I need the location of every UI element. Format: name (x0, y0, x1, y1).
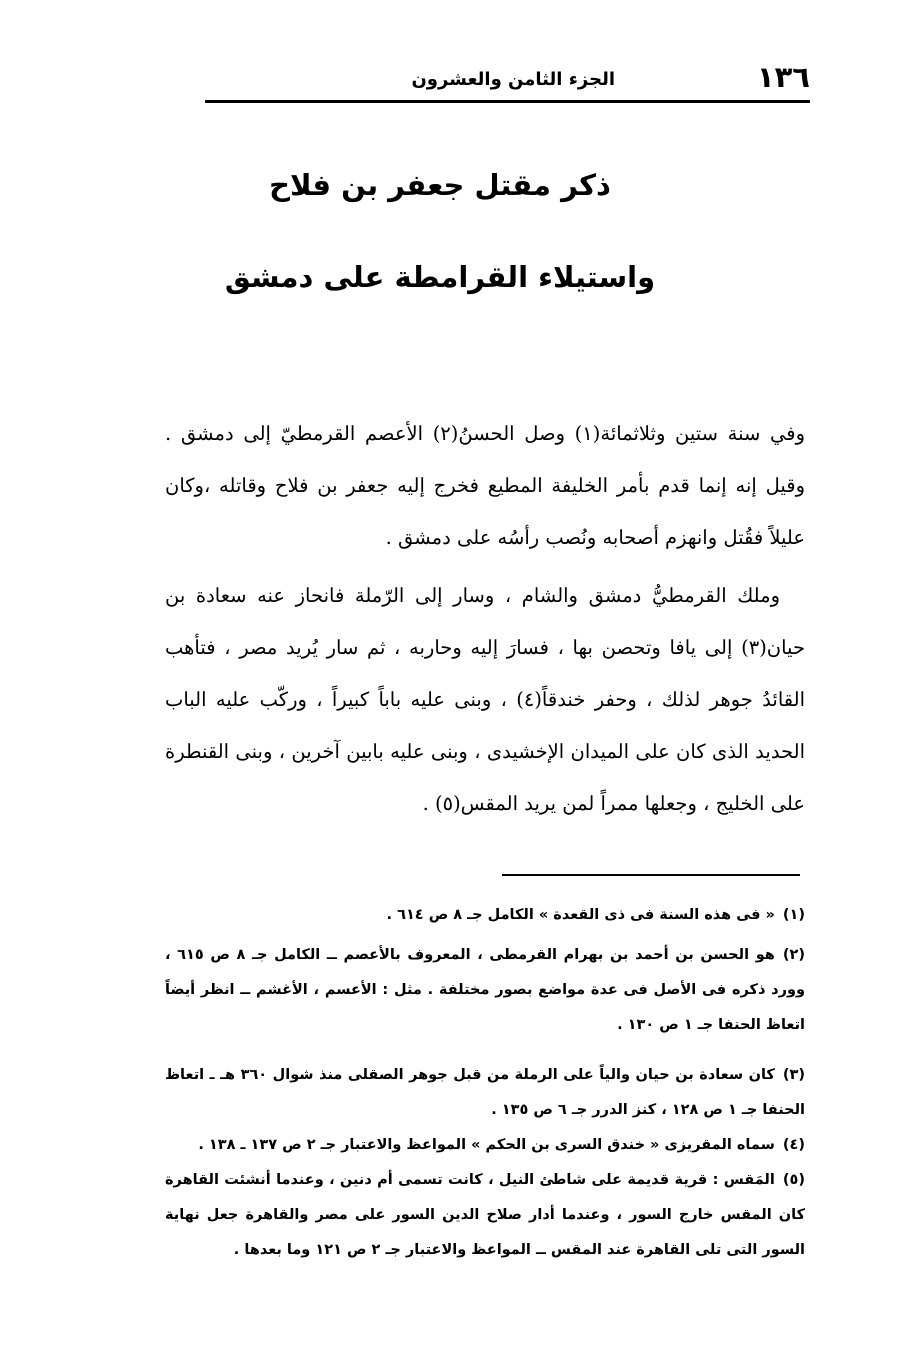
body-paragraph-1: وفي سنة ستين وثلاثمائة(١) وصل الحسنُ(٢) الأعصم القرمطيّ إلى دمشق . وقيل إنه إنما قدم بأمر الخليفة المطيع فخرج إليه جعفر بن فلاح وقاتله ،وكان عليلاً فقُتل وانهزم أصحابه ونُصب رأسُه على دمشق . (165, 422, 806, 549)
footnote-5 (165, 1163, 805, 1268)
body-paragraph-2: وملك القرمطيُّ دمشق والشام ، وسار إلى الرّملة فانحاز عنه سعادة بن حيان(٣) إلى يافا وتحصن بها ، فسارَ إليه وحاربه ، ثم سار يُريد مصر ، فتأهب القائدُ جوهر لذلك ، وحفر خندقاً(٤) ، وبنى عليه باباً كبيراً ، وركّب عليه الباب الحديد الذى كان على الميدان الإخشيدى ، وبنى عليه بابين آخرين ، وبنى القنطرة على الخليج ، وجعلها ممراً لمن يريد المقس(٥) . (165, 584, 805, 815)
header-rule (205, 100, 810, 103)
footnote-text: المَقس : قرية قديمة على شاطئ النيل ، كانت تسمى أم دنين ، وعندما أنشئت القاهرة كان المقس خارج السور ، وعندما أدار صلاح الدين السور على مصر والقاهرة جعل نهاية السور التى تلى القاهرة عند المقس ــ المواعظ والاعتبار جـ ٢ ص ١٢١ وما بعدها . (165, 1172, 805, 1258)
footnote-number: (١) (782, 907, 805, 923)
running-title: الجزء الثامن والعشرون (411, 69, 615, 90)
footnote-number: (٤) (782, 1137, 805, 1153)
footnote-text: كان سعادة بن حيان والياً على الرملة من قبل جوهر الصقلى منذ شوال ٣٦٠ هـ ـ اتعاظ الحنفا جـ ١ ص ١٢٨ ، كنز الدرر جـ ٦ ص ١٣٥ . (165, 1067, 805, 1118)
footnote-number: (٣) (782, 1067, 805, 1083)
chapter-title-line-1: ذكر مقتل جعفر بن فلاح (269, 168, 611, 202)
footnote-4 (165, 1128, 805, 1163)
footnote-number: (٢) (782, 947, 805, 963)
footnote-number: (٥) (782, 1172, 805, 1188)
running-header (205, 58, 810, 100)
footnote-2 (165, 938, 805, 1043)
page-number: ١٣٦ (756, 60, 810, 94)
footnote-text: سماه المقريزى « خندق السرى بن الحكم » المواعظ والاعتبار جـ ٢ ص ١٣٧ ـ ١٣٨ . (198, 1137, 775, 1153)
chapter-title-line-2: واستيلاء القرامطة على دمشق (224, 260, 656, 294)
footnote-1 (165, 898, 805, 933)
footnote-separator (502, 874, 800, 876)
footnote-3 (165, 1058, 805, 1128)
footnote-text: « فى هذه السنة فى ذى القعدة » الكامل جـ ٨ ص ٦١٤ . (386, 907, 775, 923)
footnote-text: هو الحسن بن أحمد بن بهرام القرمطى ، المعروف بالأعصم ــ الكامل جـ ٨ ص ٦١٥ ، وورد ذكره فى الأصل فى عدة مواضع بصور مختلفة . مثل : الأعسم ، الأغشم ــ انظر أيضاً اتعاظ الحنفا جـ ١ ص ١٣٠ . (165, 947, 805, 1033)
